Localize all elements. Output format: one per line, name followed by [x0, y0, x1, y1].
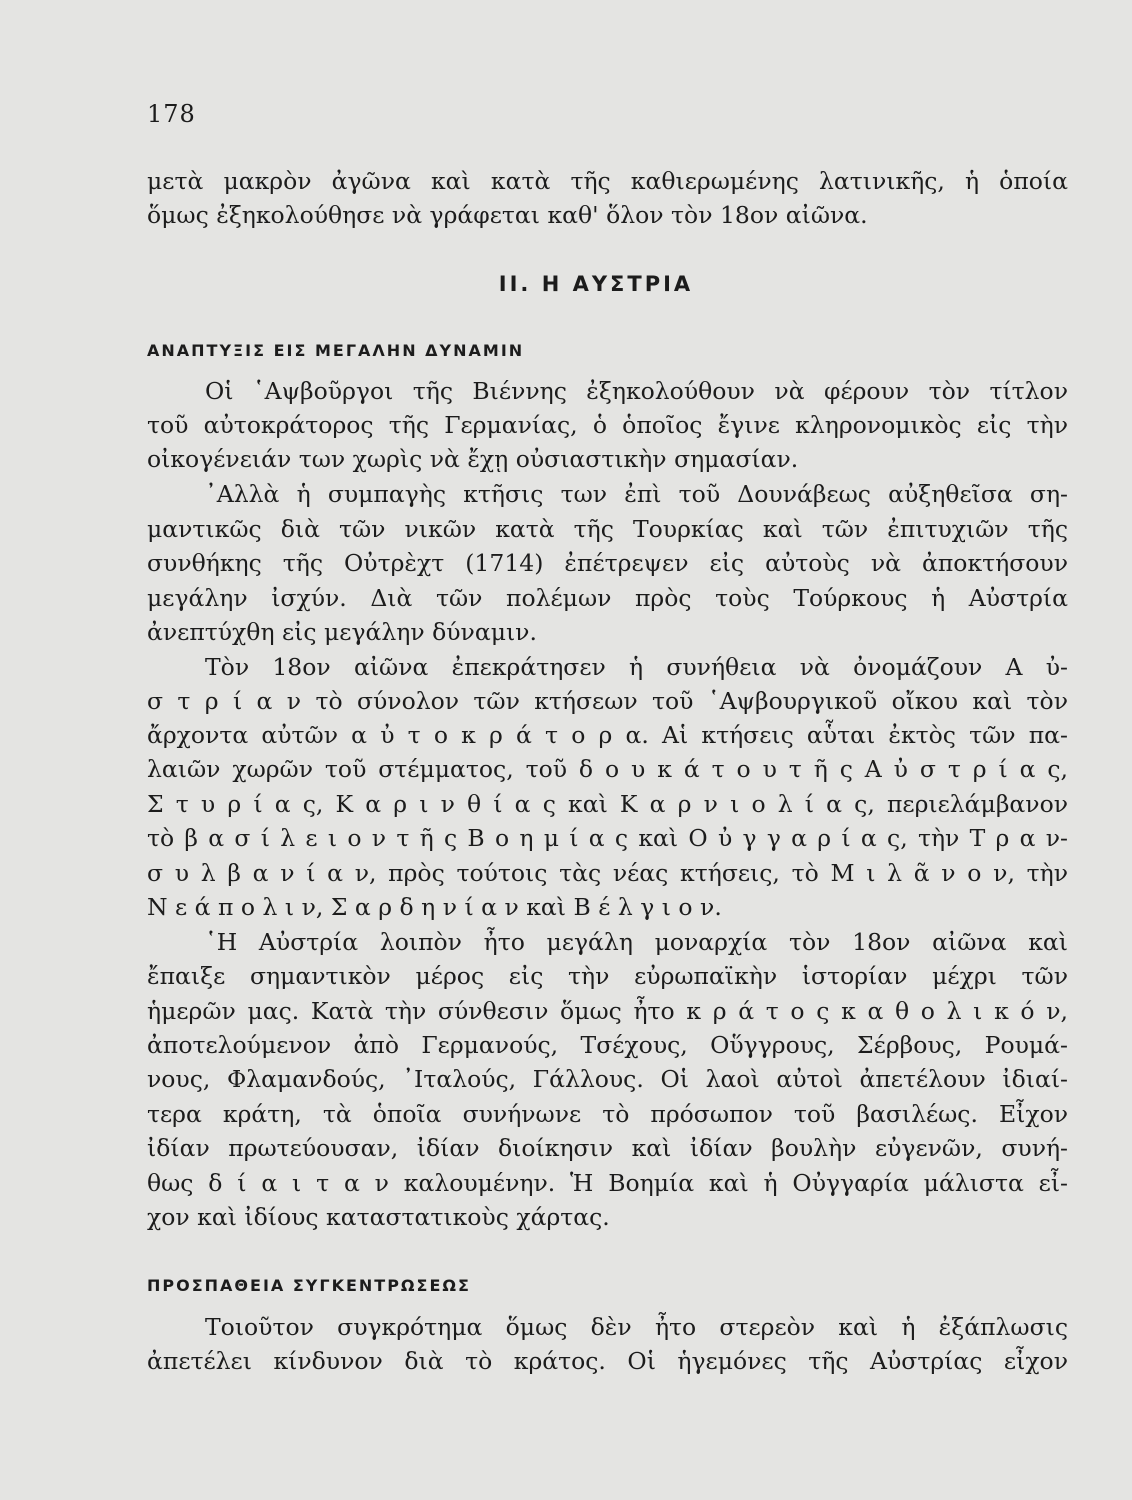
text-line: μετὰ μακρὸν ἀγῶνα καὶ κατὰ τῆς καθιερωμένης λατινικῆς, ἡ ὁποία	[147, 167, 1068, 195]
text-line: ἀνεπτύχθη εἰς μεγάλην δύναμιν.	[147, 618, 537, 646]
section-title: II. Η ΑΥΣΤΡΙΑ	[498, 272, 694, 296]
text-line: τοῦ αὐτοκράτορος τῆς Γερμανίας, ὁ ὁποῖος ἔγινε κληρονομικὸς εἰς τὴν	[147, 411, 1068, 439]
text-line: μαντικῶς διὰ τῶν νικῶν κατὰ τῆς Τουρκίας καὶ τῶν ἐπιτυχιῶν τῆς	[147, 515, 1068, 543]
text-line: οἰκογένειάν των χωρὶς νὰ ἔχῃ οὐσιαστικὴν σημασίαν.	[147, 445, 799, 473]
text-line: ἄρχοντα αὐτῶν α ὐ τ ο κ ρ ά τ ο ρ α. Αἱ κτήσεις αὗται ἐκτὸς τῶν πα-	[147, 721, 1068, 749]
text-line: ἀποτελούμενον ἀπὸ Γερμανούς, Τσέχους, Οὕγγρους, Σέρβους, Ρουμά-	[147, 1031, 1068, 1059]
text-line: Τὸν 18ον αἰῶνα ἐπεκράτησεν ἡ συνήθεια νὰ ὀνομάζουν Α ὐ-	[205, 653, 1068, 681]
text-line: ὅμως ἐξηκολούθησε νὰ γράφεται καθ' ὅλον τὸν 18ον αἰῶνα.	[147, 201, 868, 229]
subheading-centralization: ΠΡΟΣΠΑΘΕΙΑ ΣΥΓΚΕΝΤΡΩΣΕΩΣ	[147, 1276, 471, 1295]
text-line: θως δ ί α ι τ α ν καλουμένην. Ἡ Βοημία καὶ ἡ Οὐγγαρία μάλιστα εἶ-	[147, 1169, 1068, 1197]
text-line: ἡμερῶν μας. Κατὰ τὴν σύνθεσιν ὅμως ἦτο κ ρ ά τ ο ς κ α θ ο λ ι κ ό ν,	[147, 997, 1068, 1025]
text-line: ἰδίαν πρωτεύουσαν, ἰδίαν διοίκησιν καὶ ἰδίαν βουλὴν εὐγενῶν, συνή-	[147, 1134, 1068, 1162]
page-number: 178	[147, 100, 196, 128]
text-line: Ν ε ά π ο λ ι ν, Σ α ρ δ η ν ί α ν καὶ Β έ λ γ ι ο ν.	[147, 893, 722, 921]
text-line: ᾿Αλλὰ ἡ συμπαγὴς κτῆσις των ἐπὶ τοῦ Δουνάβεως αὐξηθεῖσα ση-	[205, 480, 1068, 508]
text-line: νους, Φλαμανδούς, ᾿Ιταλούς, Γάλλους. Οἱ λαοὶ αὐτοὶ ἀπετέλουν ἰδιαί-	[147, 1065, 1068, 1093]
text-line: ἀπετέλει κίνδυνον διὰ τὸ κράτος. Οἱ ἡγεμόνες τῆς Αὐστρίας εἶχον	[147, 1347, 1068, 1375]
text-line: Σ τ υ ρ ί α ς, Κ α ρ ι ν θ ί α ς καὶ Κ α ρ ν ι ο λ ί α ς, περιελάμβανον	[147, 790, 1068, 818]
text-line: χον καὶ ἰδίους καταστατικοὺς χάρτας.	[147, 1203, 610, 1231]
subheading-development: ΑΝΑΠΤΥΞΙΣ ΕΙΣ ΜΕΓΑΛΗΝ ΔΥΝΑΜΙΝ	[147, 341, 525, 360]
text-line: σ τ ρ ί α ν τὸ σύνολον τῶν κτήσεων τοῦ ῾Αψβουργικοῦ οἴκου καὶ τὸν	[147, 687, 1068, 715]
text-line: συνθήκης τῆς Οὐτρὲχτ (1714) ἐπέτρεψεν εἰς αὐτοὺς νὰ ἀποκτήσουν	[147, 549, 1068, 577]
text-line: Τοιοῦτον συγκρότημα ὅμως δὲν ἦτο στερεὸν καὶ ἡ ἐξάπλωσις	[205, 1313, 1068, 1341]
text-line: Οἱ ῾Αψβοῦργοι τῆς Βιέννης ἐξηκολούθουν νὰ φέρουν τὸν τίτλον	[205, 377, 1068, 405]
text-line: λαιῶν χωρῶν τοῦ στέμματος, τοῦ δ ο υ κ ά τ ο υ τ ῆ ς Α ὐ σ τ ρ ί α ς,	[147, 755, 1068, 783]
text-line: ἔπαιξε σημαντικὸν μέρος εἰς τὴν εὐρωπαϊκὴν ἱστορίαν μέχρι τῶν	[147, 962, 1068, 990]
text-line: σ υ λ β α ν ί α ν, πρὸς τούτοις τὰς νέας κτήσεις, τὸ Μ ι λ ᾶ ν ο ν, τὴν	[147, 859, 1068, 887]
text-line: τερα κράτη, τὰ ὁποῖα συνήνωνε τὸ πρόσωπον τοῦ βασιλέως. Εἶχον	[147, 1100, 1068, 1128]
text-line: ῾Η Αὐστρία λοιπὸν ἦτο μεγάλη μοναρχία τὸν 18ον αἰῶνα καὶ	[205, 928, 1068, 956]
text-line: μεγάλην ἰσχύν. Διὰ τῶν πολέμων πρὸς τοὺς Τούρκους ἡ Αὐστρία	[147, 584, 1068, 612]
text-line: τὸ β α σ ί λ ε ι ο ν τ ῆ ς Β ο η μ ί α ς καὶ Ο ὐ γ γ α ρ ί α ς, τὴν Τ ρ α ν-	[147, 824, 1068, 852]
